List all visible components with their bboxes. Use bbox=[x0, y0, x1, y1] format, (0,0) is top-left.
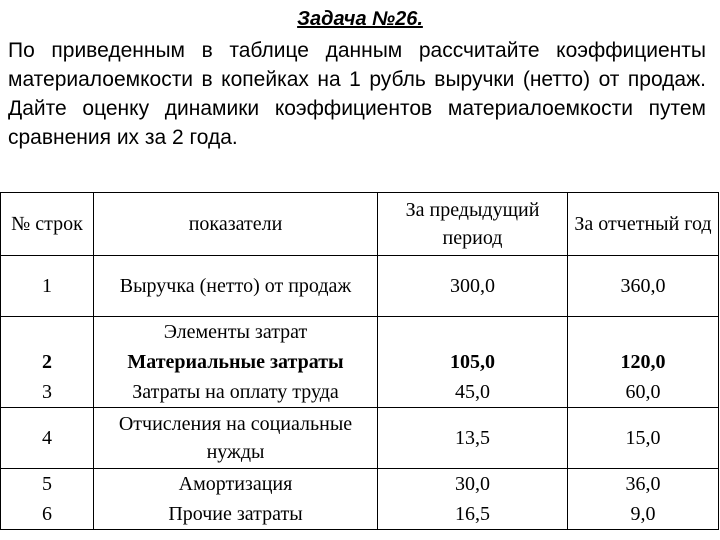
row-number: 6 bbox=[1, 499, 94, 530]
task-title: Задача №26. bbox=[297, 8, 423, 30]
header-indicator: показатели bbox=[94, 193, 378, 256]
table-row bbox=[1, 499, 719, 530]
row-previous-value: 45,0 bbox=[378, 377, 568, 408]
row-indicator: Выручка (нетто) от продаж bbox=[94, 256, 378, 317]
row-previous-value: 300,0 bbox=[378, 256, 568, 317]
data-table bbox=[0, 192, 719, 530]
row-indicator: Материальные затраты bbox=[94, 347, 378, 377]
table-row bbox=[1, 256, 719, 317]
row-previous-value bbox=[378, 317, 568, 348]
row-indicator: Элементы затрат bbox=[94, 317, 378, 348]
row-number: 5 bbox=[1, 469, 94, 500]
row-current-value: 9,0 bbox=[568, 499, 719, 530]
table-row bbox=[1, 317, 719, 348]
task-description: По приведенным в таблице данным рассчитайте коэффициенты материалоемкости в копейках на 1 рубль выручки (нетто) от продаж. Дайте оценку динамики коэффициентов материалоемкости путем сравнения их за 2 года. bbox=[8, 39, 706, 149]
row-indicator: Амортизация bbox=[94, 469, 378, 500]
row-number: 4 bbox=[1, 408, 94, 469]
row-current-value: 360,0 bbox=[568, 256, 719, 317]
row-previous-value: 30,0 bbox=[378, 469, 568, 500]
row-indicator: Отчисления на социальные нужды bbox=[94, 408, 378, 469]
row-indicator: Прочие затраты bbox=[94, 499, 378, 530]
header-previous-period: За предыдущий период bbox=[378, 193, 568, 256]
row-current-value: 36,0 bbox=[568, 469, 719, 500]
row-number bbox=[1, 317, 94, 348]
row-number: 2 bbox=[1, 347, 94, 377]
row-indicator: Затраты на оплату труда bbox=[94, 377, 378, 408]
table-row bbox=[1, 347, 719, 377]
row-previous-value: 105,0 bbox=[378, 347, 568, 377]
table-header-row bbox=[1, 193, 719, 256]
row-current-value: 120,0 bbox=[568, 347, 719, 377]
row-previous-value: 13,5 bbox=[378, 408, 568, 469]
table-row bbox=[1, 408, 719, 469]
header-current-year: За отчетный год bbox=[568, 193, 719, 256]
row-current-value: 60,0 bbox=[568, 377, 719, 408]
row-number: 3 bbox=[1, 377, 94, 408]
header-row-number: № строк bbox=[1, 193, 94, 256]
table-row bbox=[1, 469, 719, 500]
row-number: 1 bbox=[1, 256, 94, 317]
row-previous-value: 16,5 bbox=[378, 499, 568, 530]
row-current-value bbox=[568, 317, 719, 348]
table-row bbox=[1, 377, 719, 408]
row-current-value: 15,0 bbox=[568, 408, 719, 469]
